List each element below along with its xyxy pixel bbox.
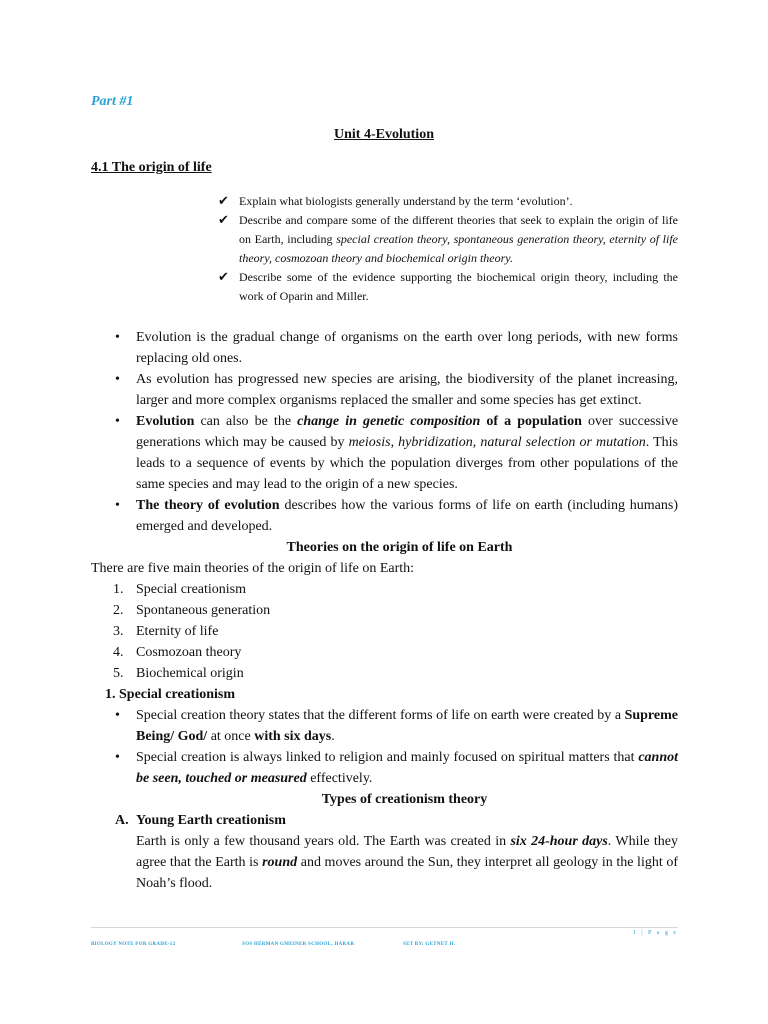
part-label: Part #1 bbox=[91, 94, 134, 109]
check-mark-icon: ✔ bbox=[218, 213, 229, 228]
bullet-item bbox=[91, 747, 678, 789]
bullet-item bbox=[91, 705, 678, 747]
page-number: 1 | P a g e bbox=[632, 930, 678, 936]
text-segment: of a population bbox=[480, 414, 582, 429]
bullet-icon: • bbox=[115, 708, 120, 723]
text-segment: meiosis, hybridization, natural selection or mutation bbox=[348, 435, 646, 450]
text-segment: with six days bbox=[254, 729, 332, 744]
text-segment: Evolution is the gradual change of organisms on the earth over long periods, with new forms replacing old ones. bbox=[136, 330, 678, 366]
theory-number: 1. bbox=[113, 582, 124, 597]
theory-number: 4. bbox=[113, 645, 124, 660]
theory-number: 3. bbox=[113, 624, 124, 639]
text-segment: As evolution has progressed new species are arising, the biodiversity of the planet increasing, larger and more complex organisms replaced the smaller and some species has get extinct. bbox=[136, 372, 678, 408]
footer-divider bbox=[91, 927, 678, 928]
bullet-icon: • bbox=[115, 498, 120, 513]
theory-number: 2. bbox=[113, 603, 124, 618]
bullet-item bbox=[91, 369, 678, 411]
text-segment: Describe and compare some of the different theories that seek to explain the origin of life on Earth, including bbox=[239, 213, 678, 246]
text-segment: . While they agree that the Earth is bbox=[136, 834, 679, 870]
theories-intro: There are five main theories of the origin of life on Earth: bbox=[91, 561, 415, 576]
text-segment: Special creation theory states that the different forms of life on earth were created by a bbox=[136, 708, 625, 723]
section-title: 4.1 The origin of life bbox=[91, 160, 212, 175]
theory-item bbox=[113, 600, 678, 621]
footer-center: SOS HERMAN GMEINER SCHOOL, HARAR bbox=[242, 942, 355, 947]
text-segment: can also be the bbox=[194, 414, 298, 429]
bullet-text bbox=[136, 708, 678, 744]
young-earth-heading bbox=[91, 810, 678, 831]
text-segment: Special creation is always linked to religion and mainly focused on spiritual matters that bbox=[136, 750, 639, 765]
objectives-list bbox=[216, 192, 678, 306]
main-content bbox=[91, 327, 678, 894]
subheading-label: Young Earth creationism bbox=[136, 813, 286, 828]
unit-title: Unit 4-Evolution bbox=[334, 127, 434, 142]
check-mark-icon: ✔ bbox=[218, 194, 229, 209]
text-segment: . This leads to a sequence of events by which the population diverges from other populations of the same species and may lead to the origin of a new species. bbox=[136, 435, 679, 492]
theory-label: Eternity of life bbox=[136, 624, 219, 639]
theory-item bbox=[113, 663, 678, 684]
objective-item bbox=[216, 268, 678, 306]
theory-item bbox=[113, 579, 678, 600]
text-segment: effectively. bbox=[306, 771, 373, 786]
theory-label: Biochemical origin bbox=[136, 666, 244, 681]
text-segment: over successive generations which may be caused by bbox=[136, 414, 679, 450]
objective-text bbox=[239, 270, 678, 303]
theory-item bbox=[113, 642, 678, 663]
objective-text bbox=[239, 194, 573, 208]
text-segment: round bbox=[262, 855, 298, 870]
bullet-item bbox=[91, 495, 678, 537]
text-segment: Explain what biologists generally understand by the term ‘evolution’. bbox=[239, 194, 573, 208]
text-segment: The theory of evolution bbox=[136, 498, 280, 513]
text-segment: at once bbox=[207, 729, 255, 744]
theory-number: 5. bbox=[113, 666, 124, 681]
text-segment: and moves around the Sun, they interpret all geology in the light of Noah’s flood. bbox=[136, 855, 678, 891]
text-segment: Describe some of the evidence supporting the biochemical origin theory, including the work of Oparin and Miller. bbox=[239, 270, 678, 303]
text-segment: describes how the various forms of life on earth (including humans) emerged and developed. bbox=[136, 498, 678, 534]
theory-label: Special creationism bbox=[136, 582, 247, 597]
theories-list bbox=[91, 579, 678, 684]
text-segment: Evolution bbox=[136, 414, 195, 429]
bullet-icon: • bbox=[115, 372, 120, 387]
text-segment: special creation theory, spontaneous generation theory, eternity of life theory, cosmozoan theory and biochemical origin theory. bbox=[239, 232, 678, 265]
young-earth-paragraph bbox=[91, 831, 678, 894]
bullet-text bbox=[136, 330, 678, 366]
bullet-text bbox=[136, 750, 678, 786]
objective-text bbox=[239, 213, 678, 265]
theory-item bbox=[113, 621, 678, 642]
bullet-text bbox=[136, 372, 678, 408]
text-segment: Earth is only a few thousand years old. The Earth was created in bbox=[136, 834, 511, 849]
text-segment: six 24-hour days bbox=[510, 834, 608, 849]
text-segment: Supreme Being/ God/ bbox=[136, 708, 678, 744]
special-creationism-heading: 1. Special creationism bbox=[105, 687, 236, 702]
bullet-text bbox=[136, 498, 678, 534]
bullet-icon: • bbox=[115, 330, 120, 345]
footer-left: BIOLOGY NOTE FOR GRADE-12 bbox=[91, 942, 176, 947]
bullet-text bbox=[136, 414, 678, 492]
bullet-item bbox=[91, 327, 678, 369]
theory-label: Cosmozoan theory bbox=[136, 645, 242, 660]
subheading-letter: A. bbox=[115, 813, 129, 828]
objective-item bbox=[216, 211, 678, 268]
bullet-icon: • bbox=[115, 414, 120, 429]
types-heading: Types of creationism theory bbox=[321, 792, 488, 807]
bullet-icon: • bbox=[115, 750, 120, 765]
text-segment: . bbox=[331, 729, 335, 744]
text-segment: change in genetic composition bbox=[297, 414, 481, 429]
text-segment: cannot be seen, touched or measured bbox=[136, 750, 678, 786]
objective-item bbox=[216, 192, 678, 211]
bullet-item bbox=[91, 411, 678, 495]
theories-heading: Theories on the origin of life on Earth bbox=[286, 540, 513, 555]
theory-label: Spontaneous generation bbox=[136, 603, 271, 618]
footer-right: SET BY: GETNET H. bbox=[403, 942, 456, 947]
check-mark-icon: ✔ bbox=[218, 270, 229, 285]
